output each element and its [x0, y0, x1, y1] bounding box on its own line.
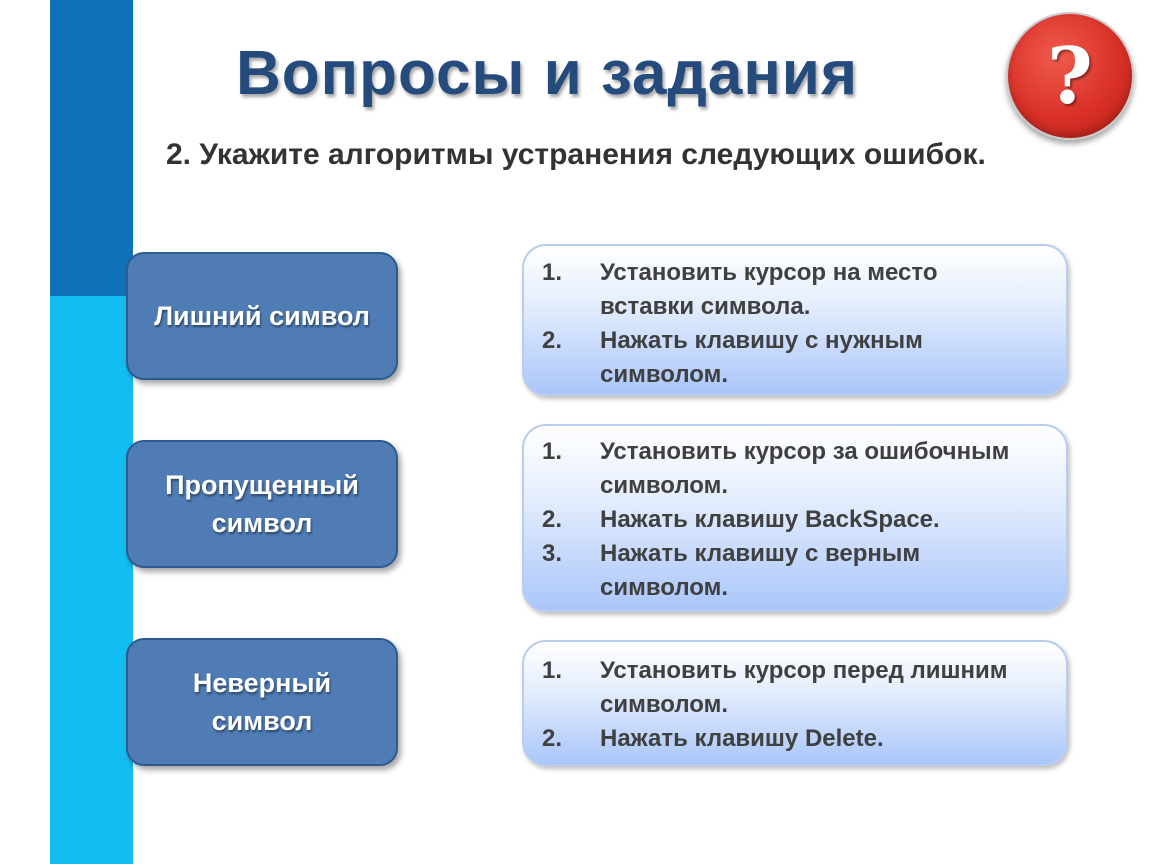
- solution-box-1: [522, 244, 1068, 396]
- error-label: Пропущенный символ: [165, 470, 359, 538]
- error-box-wrong-symbol: [126, 638, 398, 766]
- solution-step: 1. Установить курсор перед лишним символом.: [542, 657, 1008, 718]
- solution-step: 1. Установить курсор за ошибочным символом.: [542, 438, 1010, 499]
- solution-box-2: [522, 424, 1068, 612]
- solution-step: 2. Нажать клавишу Delete.: [542, 725, 884, 752]
- solution-step: 2. Нажать клавишу BackSpace.: [542, 506, 940, 533]
- slide-title: Вопросы и задания: [236, 39, 859, 108]
- solution-box-3: [522, 640, 1068, 766]
- task-text: 2. Укажите алгоритмы устранения следующих ошибок.: [166, 138, 986, 171]
- solution-steps: [524, 256, 1036, 392]
- question-mark-icon: ?: [1006, 12, 1134, 140]
- solution-step: 1. Установить курсор на место вставки символа.: [542, 259, 938, 320]
- solution-steps: [524, 654, 1036, 756]
- solution-step: 2. Нажать клавишу с нужным символом.: [542, 327, 923, 388]
- error-label: Лишний символ: [154, 301, 370, 331]
- left-accent-strip-dark: [50, 0, 133, 296]
- error-box-missing-symbol: [126, 440, 398, 568]
- error-label: Неверный символ: [192, 668, 332, 736]
- solution-step: 3. Нажать клавишу с верным символом.: [542, 540, 921, 601]
- left-accent-strip-light: [50, 296, 133, 864]
- solution-steps: [524, 435, 1036, 605]
- error-box-extra-symbol: [126, 252, 398, 380]
